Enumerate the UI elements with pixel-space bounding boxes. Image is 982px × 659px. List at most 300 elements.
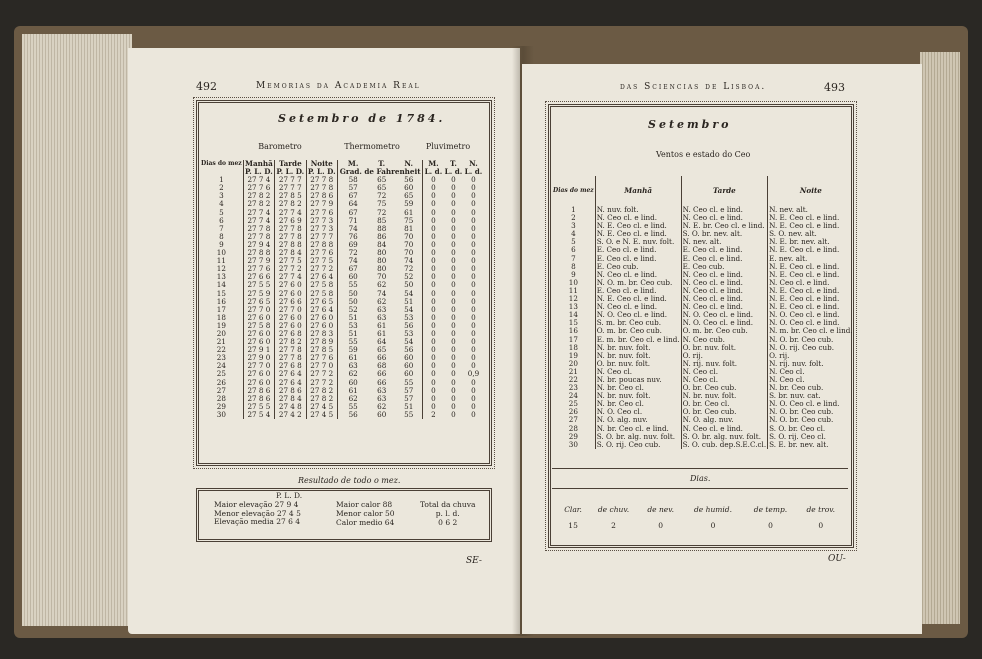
table-row — [200, 411, 484, 419]
temp-night-cell: 60 — [404, 183, 414, 193]
wind-afternoon-cell: N. nev. alt. — [681, 238, 767, 246]
barometer-afternoon-cell: 27 6 9 — [275, 217, 306, 225]
rain-afternoon-cell: 0 — [451, 353, 456, 363]
rain-morning-cell: 0 — [423, 346, 444, 354]
temp-night-cell: 56 — [404, 320, 414, 330]
temp-morning-cell: 57 — [337, 184, 368, 192]
temp-afternoon-cell: 65 — [377, 183, 387, 193]
barometer-night-cell: 27 8 2 — [306, 387, 337, 395]
barometer-night-cell: 27 7 7 — [306, 233, 337, 241]
temp-night-cell: 70 — [404, 248, 414, 258]
rain-morning-cell: 0 — [423, 225, 444, 233]
rain-afternoon-cell: 0 — [451, 175, 456, 185]
day-cell: 6 — [571, 245, 576, 255]
day-cell: 26 — [216, 377, 226, 387]
rain-afternoon-cell: 0 — [451, 337, 456, 347]
wind-afternoon-cell: N. Ceo cl. e lind. — [681, 271, 767, 279]
day-cell: 10 — [568, 277, 578, 287]
table-row — [200, 346, 484, 354]
rain-afternoon-cell: 0 — [451, 248, 456, 258]
rain-morning-cell: 0 — [423, 387, 444, 395]
wind-afternoon-cell: E. Ceo cub. — [681, 263, 767, 271]
day-cell: 24 — [568, 391, 578, 401]
col-pluv-m: M. — [423, 160, 444, 168]
barometer-afternoon-cell: 27 8 2 — [275, 338, 306, 346]
summary-max-heat: Maior calor 88 — [336, 500, 393, 509]
day-cell: 14 — [568, 310, 578, 320]
day-cell: 19 — [216, 320, 226, 330]
wind-night-cell: N. O. Ceo cl. e lind. — [768, 319, 854, 327]
rain-morning-cell: 0 — [423, 354, 444, 362]
unit-fahrenheit: Grad. de Fahrenheit — [337, 168, 423, 176]
barometer-night-cell: 27 7 3 — [306, 225, 337, 233]
temp-afternoon-cell: 80 — [377, 256, 387, 266]
temp-night-cell: 52 — [404, 272, 414, 282]
rain-night-cell: 0 — [471, 191, 476, 201]
temp-morning-cell: 50 — [337, 290, 368, 298]
rain-morning-cell: 2 — [423, 411, 444, 419]
days-header-cell: de nev. — [647, 505, 674, 514]
day-cell: 1 — [219, 175, 224, 185]
wind-afternoon-cell: N. Ceo cl. e lind. — [681, 425, 767, 433]
day-cell: 8 — [571, 261, 576, 271]
barometer-afternoon-cell: 27 6 6 — [275, 298, 306, 306]
table-row — [200, 370, 484, 378]
temp-morning-cell: 69 — [337, 241, 368, 249]
wind-night-cell: S. O. nev. alt. — [768, 230, 854, 238]
temp-morning-cell: 59 — [337, 346, 368, 354]
barometer-night-cell: 27 7 6 — [306, 249, 337, 257]
table-subtitle: Ventos e estado do Ceo — [656, 150, 751, 159]
barometer-afternoon-cell: 27 8 2 — [275, 200, 306, 208]
barometer-morning-cell: 27 7 8 — [243, 233, 274, 241]
barometer-afternoon-cell: 27 7 7 — [275, 184, 306, 192]
barometro-header: Barometro — [258, 142, 302, 151]
day-cell: 8 — [219, 231, 224, 241]
barometer-night-cell: 27 6 0 — [306, 322, 337, 330]
rain-night-cell: 0 — [471, 401, 476, 411]
barometer-thermometer-table — [200, 160, 484, 419]
rain-morning-cell: 0 — [423, 314, 444, 322]
summary-rain-total: 0 6 2 — [438, 517, 458, 527]
barometer-afternoon-cell: 27 7 8 — [275, 225, 306, 233]
temp-afternoon-cell: 62 — [377, 401, 387, 411]
table-row — [200, 273, 484, 281]
barometer-morning-cell: 27 8 6 — [243, 387, 274, 395]
temp-afternoon-cell: 65 — [377, 175, 387, 185]
wind-afternoon-cell: N. O. alg. nuv. — [681, 416, 767, 424]
rain-afternoon-cell: 0 — [451, 304, 456, 314]
barometer-morning-cell: 27 8 8 — [243, 249, 274, 257]
rain-morning-cell: 0 — [423, 403, 444, 411]
day-cell: 22 — [216, 345, 226, 355]
day-cell: 28 — [568, 423, 578, 433]
running-head: das Sciencias de Lisboa. — [620, 82, 767, 92]
rain-afternoon-cell: 0 — [451, 280, 456, 290]
col-noite: Noite — [768, 176, 854, 206]
day-cell: 13 — [568, 302, 578, 312]
temp-night-cell: 60 — [404, 361, 414, 371]
barometer-morning-cell: 27 6 6 — [243, 273, 274, 281]
table-row — [200, 403, 484, 411]
temp-afternoon-cell: 65 — [377, 345, 387, 355]
wind-afternoon-cell: N. Ceo cl. — [681, 376, 767, 384]
summary-mean-elev: Elevação media 27 6 4 — [214, 517, 301, 527]
day-cell: 24 — [216, 361, 226, 371]
day-cell: 11 — [568, 285, 578, 295]
day-cell: 15 — [568, 318, 578, 328]
wind-morning-cell: N. Ceo cl. e lind. — [595, 214, 681, 222]
rain-morning-cell: 0 — [423, 257, 444, 265]
temp-afternoon-cell: 63 — [377, 385, 387, 395]
wind-morning-cell: E. Ceo cl. e lind. — [595, 246, 681, 254]
wind-night-cell: S. O. rij. Ceo cl. — [768, 433, 854, 441]
temp-morning-cell: 55 — [337, 338, 368, 346]
winds-table — [552, 176, 854, 449]
temp-night-cell: 51 — [404, 296, 414, 306]
wind-afternoon-cell: N. Ceo cl. e lind. — [681, 287, 767, 295]
day-cell: 16 — [216, 296, 226, 306]
rain-afternoon-cell: 0 — [451, 409, 456, 419]
day-cell: 18 — [568, 342, 578, 352]
day-cell: 23 — [568, 383, 578, 393]
page-number: 492 — [196, 80, 217, 93]
table-row — [200, 330, 484, 338]
day-cell: 2 — [571, 213, 576, 223]
table-title: Setembro de 1784. — [278, 112, 446, 125]
rain-afternoon-cell: 0 — [451, 183, 456, 193]
wind-morning-cell: S. O. br. alg. nuv. folt. — [595, 433, 681, 441]
temp-afternoon-cell: 80 — [377, 264, 387, 274]
day-cell: 27 — [216, 385, 226, 395]
temp-afternoon-cell: 63 — [377, 393, 387, 403]
barometer-morning-cell: 27 7 6 — [243, 184, 274, 192]
temp-night-cell: 60 — [404, 353, 414, 363]
summary-pld: P. L. D. — [276, 491, 303, 500]
table-row — [200, 306, 484, 314]
barometer-afternoon-cell: 27 7 7 — [275, 176, 306, 184]
day-cell: 25 — [216, 369, 226, 379]
barometer-afternoon-cell: 27 6 0 — [275, 290, 306, 298]
table-row — [200, 257, 484, 265]
barometer-morning-cell: 27 9 1 — [243, 346, 274, 354]
rain-afternoon-cell: 0 — [451, 401, 456, 411]
rain-morning-cell: 0 — [423, 322, 444, 330]
temp-morning-cell: 55 — [337, 403, 368, 411]
table-row — [200, 265, 484, 273]
wind-morning-cell: N. Ceo cl. e lind. — [595, 271, 681, 279]
barometer-night-cell: 27 7 8 — [306, 184, 337, 192]
wind-afternoon-cell: O. rij. — [681, 352, 767, 360]
wind-afternoon-cell: N. E. br. Ceo cl. e lind. — [681, 222, 767, 230]
rain-night-cell: 0 — [471, 272, 476, 282]
wind-night-cell: O. rij. — [768, 352, 854, 360]
table-row — [200, 233, 484, 241]
temp-afternoon-cell: 72 — [377, 191, 387, 201]
temp-night-cell: 61 — [404, 207, 414, 217]
temp-afternoon-cell: 62 — [377, 296, 387, 306]
barometer-morning-cell: 27 7 9 — [243, 257, 274, 265]
rain-night-cell: 0 — [471, 312, 476, 322]
rain-afternoon-cell: 0 — [451, 312, 456, 322]
rain-night-cell: 0 — [471, 328, 476, 338]
barometer-afternoon-cell: 27 7 8 — [275, 354, 306, 362]
day-cell: 30 — [216, 409, 226, 419]
wind-night-cell: N. E. Ceo cl. e lind. — [768, 287, 854, 295]
temp-afternoon-cell: 72 — [377, 207, 387, 217]
rain-night-cell: 0 — [471, 393, 476, 403]
barometer-morning-cell: 27 6 0 — [243, 314, 274, 322]
temp-morning-cell: 72 — [337, 249, 368, 257]
day-cell: 16 — [568, 326, 578, 336]
wind-afternoon-cell: E. Ceo cl. e lind. — [681, 246, 767, 254]
temp-morning-cell: 67 — [337, 265, 368, 273]
rain-morning-cell: 0 — [423, 395, 444, 403]
temp-morning-cell: 76 — [337, 233, 368, 241]
barometer-morning-cell: 27 7 4 — [243, 217, 274, 225]
rain-morning-cell: 0 — [423, 192, 444, 200]
wind-afternoon-cell: N. Ceo cl. — [681, 368, 767, 376]
dias-label: Dias. — [690, 474, 711, 483]
col-pluv-n: N. — [469, 159, 478, 168]
day-cell: 30 — [568, 439, 578, 449]
col-pluv-t: T. — [449, 159, 457, 168]
barometer-afternoon-cell: 27 7 8 — [275, 346, 306, 354]
pluvimetro-header: Pluvimetro — [425, 142, 471, 151]
col-manha: Manhã — [595, 176, 681, 206]
wind-morning-cell: E. Ceo cl. e lind. — [595, 287, 681, 295]
wind-afternoon-cell: O. br. Ceo cub. — [681, 384, 767, 392]
col-manha: Manhã — [245, 159, 273, 168]
temp-afternoon-cell: 61 — [377, 328, 387, 338]
wind-afternoon-cell: E. Ceo cl. e lind. — [681, 255, 767, 263]
summary-calor — [336, 501, 395, 527]
day-cell: 29 — [216, 401, 226, 411]
table-row — [200, 290, 484, 298]
barometer-night-cell: 27 4 5 — [306, 411, 337, 419]
barometer-morning-cell: 27 6 5 — [243, 298, 274, 306]
temp-night-cell: 81 — [404, 223, 414, 233]
wind-afternoon-cell: S. O. br. alg. nuv. folt. — [681, 433, 767, 441]
temp-night-cell: 54 — [404, 337, 414, 347]
wind-night-cell: N. O. br. Ceo cub. — [768, 416, 854, 424]
rain-night-cell: 0 — [471, 183, 476, 193]
rain-morning-cell: 0 — [423, 306, 444, 314]
rain-afternoon-cell: 0 — [451, 207, 456, 217]
wind-morning-cell: E. m. br. Ceo cl. e lind. — [596, 334, 680, 344]
day-cell: 1 — [571, 205, 576, 214]
temp-night-cell: 57 — [404, 385, 414, 395]
days-header-cell: de trov. — [806, 505, 835, 514]
rain-afternoon-cell: 0 — [451, 296, 456, 306]
barometer-night-cell: 27 8 3 — [306, 330, 337, 338]
rain-afternoon-cell: 0 — [451, 345, 456, 355]
temp-night-cell: 72 — [404, 264, 414, 274]
wind-morning-cell: N. E. Ceo cl. e lind. — [595, 222, 681, 230]
temp-afternoon-cell: 64 — [377, 337, 387, 347]
temp-morning-cell: 56 — [337, 411, 368, 419]
wind-night-cell: N. Ceo cl. — [768, 376, 854, 384]
rain-morning-cell: 0 — [423, 265, 444, 273]
barometer-morning-cell: 27 7 0 — [243, 306, 274, 314]
summary-barometro — [214, 492, 302, 527]
barometer-afternoon-cell: 27 8 4 — [275, 395, 306, 403]
left-page — [128, 48, 520, 634]
rain-night-cell: 0 — [471, 385, 476, 395]
barometer-afternoon-cell: 27 4 2 — [275, 411, 306, 419]
barometer-night-cell: 27 7 8 — [306, 176, 337, 184]
day-cell: 7 — [219, 223, 224, 233]
day-cell: 15 — [216, 288, 226, 298]
rain-morning-cell: 0 — [423, 249, 444, 257]
barometer-morning-cell: 27 6 0 — [243, 379, 274, 387]
rain-night-cell: 0 — [471, 377, 476, 387]
wind-night-cell: N. m. br. Ceo cl. e lind. — [769, 326, 853, 336]
barometer-night-cell: 27 7 0 — [306, 362, 337, 370]
wind-night-cell: N. E. Ceo cl. e lind. — [768, 295, 854, 303]
rain-morning-cell: 0 — [423, 281, 444, 289]
temp-afternoon-cell: 61 — [377, 320, 387, 330]
rain-night-cell: 0 — [471, 256, 476, 266]
temp-night-cell: 54 — [404, 304, 414, 314]
table-row — [200, 192, 484, 200]
summary-mean-heat: Calor medio 64 — [336, 517, 395, 527]
catchword: SE- — [466, 556, 482, 566]
day-cell: 9 — [219, 239, 224, 249]
wind-morning-cell: E. Ceo cub. — [595, 263, 681, 271]
wind-night-cell: N. Ceo cl. e lind. — [768, 279, 854, 287]
wind-morning-cell: N. O. Ceo cl. e lind. — [595, 311, 681, 319]
table-row — [200, 176, 484, 184]
temp-morning-cell: 64 — [337, 200, 368, 208]
day-cell: 6 — [219, 215, 224, 225]
table-row — [200, 200, 484, 208]
rain-morning-cell: 0 — [423, 233, 444, 241]
day-cell: 13 — [216, 272, 226, 282]
wind-afternoon-cell: O. br. nuv. folt. — [681, 344, 767, 352]
day-cell: 9 — [571, 269, 576, 279]
wind-night-cell: S. br. nuv. cat. — [768, 392, 854, 400]
right-page — [522, 64, 922, 634]
wind-morning-cell: N. O. m. br. Ceo cub. — [595, 279, 681, 287]
barometer-night-cell: 27 8 8 — [306, 241, 337, 249]
wind-morning-cell: S. m. br. Ceo cub. — [595, 319, 681, 327]
wind-night-cell: N. E. Ceo cl. e lind. — [768, 246, 854, 254]
rain-night-cell: 0,9 — [467, 369, 480, 379]
temp-night-cell: 60 — [404, 369, 414, 379]
day-cell: 19 — [568, 350, 578, 360]
table-row — [200, 362, 484, 370]
rain-afternoon-cell: 0 — [451, 199, 456, 209]
wind-morning-cell: N. nuv. folt. — [595, 206, 681, 214]
wind-afternoon-cell: N. br. nuv. folt. — [681, 392, 767, 400]
barometer-morning-cell: 27 7 0 — [243, 362, 274, 370]
barometer-night-cell: 27 7 3 — [306, 217, 337, 225]
barometer-night-cell: 27 6 4 — [306, 306, 337, 314]
temp-afternoon-cell: 70 — [377, 272, 387, 282]
wind-morning-cell: S. O. e N. E. nuv. folt. — [595, 238, 681, 246]
wind-morning-cell: N. Ceo cl. e lind. — [595, 303, 681, 311]
wind-morning-cell: N. O. alg. nuv. — [595, 416, 681, 424]
table-row — [200, 338, 484, 346]
wind-afternoon-cell: N. Ceo cl. e lind. — [681, 303, 767, 311]
barometer-afternoon-cell: 27 7 0 — [275, 306, 306, 314]
col-therm-n: N. — [404, 159, 414, 168]
wind-morning-cell: N. E. Ceo cl. e lind. — [595, 230, 681, 238]
thermometro-header: Thermometro — [344, 142, 400, 151]
temp-morning-cell: 71 — [337, 217, 368, 225]
temp-afternoon-cell: 68 — [377, 361, 387, 371]
table-row — [200, 354, 484, 362]
rain-night-cell: 0 — [471, 337, 476, 347]
page-edges-left — [22, 34, 132, 626]
wind-afternoon-cell: N. O. Ceo cl. e lind. — [681, 319, 767, 327]
wind-morning-cell: N. br. nuv. folt. — [595, 392, 681, 400]
summary-rain-units: p. l. d. — [435, 508, 460, 518]
barometer-afternoon-cell: 27 6 4 — [275, 379, 306, 387]
wind-afternoon-cell: N. Ceo cl. e lind. — [681, 295, 767, 303]
temp-night-cell: 59 — [404, 199, 414, 209]
table-row — [200, 395, 484, 403]
day-cell: 20 — [216, 328, 226, 338]
day-cell: 10 — [216, 248, 226, 258]
rain-morning-cell: 0 — [423, 370, 444, 378]
day-cell: 17 — [216, 304, 226, 314]
wind-night-cell: S. E. br. nev. alt. — [768, 441, 854, 449]
rain-afternoon-cell: 0 — [451, 239, 456, 249]
day-cell: 3 — [219, 191, 224, 201]
rain-afternoon-cell: 0 — [451, 361, 456, 371]
rain-afternoon-cell: 0 — [451, 272, 456, 282]
barometer-afternoon-cell: 27 7 5 — [275, 257, 306, 265]
divider — [552, 488, 848, 489]
temp-morning-cell: 67 — [337, 209, 368, 217]
temp-afternoon-cell: 88 — [377, 223, 387, 233]
temp-afternoon-cell: 86 — [377, 231, 387, 241]
rain-afternoon-cell: 0 — [451, 191, 456, 201]
rain-night-cell: 0 — [471, 320, 476, 330]
barometer-night-cell: 27 8 2 — [306, 395, 337, 403]
barometer-night-cell: 27 4 5 — [306, 403, 337, 411]
rain-night-cell: 0 — [471, 199, 476, 209]
wind-afternoon-cell: O. br. Ceo cub. — [681, 408, 767, 416]
wind-afternoon-cell: N. Ceo cl. e lind. — [681, 279, 767, 287]
temp-night-cell: 55 — [404, 377, 414, 387]
temp-night-cell: 56 — [404, 345, 414, 355]
wind-night-cell: N. E. Ceo cl. e lind. — [768, 271, 854, 279]
wind-night-cell: N. O. Ceo cl. e lind. — [768, 400, 854, 408]
temp-night-cell: 50 — [404, 280, 414, 290]
day-cell: 14 — [216, 280, 226, 290]
summary-min-elev: Menor elevação 27 4 5 — [214, 508, 301, 518]
days-header-cell: de temp. — [753, 505, 788, 514]
barometer-afternoon-cell: 27 6 8 — [275, 362, 306, 370]
temp-morning-cell: 74 — [337, 257, 368, 265]
rain-night-cell: 0 — [471, 280, 476, 290]
rain-morning-cell: 0 — [423, 290, 444, 298]
barometer-night-cell: 27 8 9 — [306, 338, 337, 346]
day-cell: 27 — [568, 415, 578, 425]
rain-night-cell: 0 — [471, 361, 476, 371]
wind-morning-cell: N. br. poucas nuv. — [595, 376, 681, 384]
rain-afternoon-cell: 0 — [451, 369, 456, 379]
wind-morning-cell: N. br. nuv. folt. — [595, 344, 681, 352]
unit-ld: L. d. — [424, 167, 443, 177]
day-cell: 23 — [216, 353, 226, 363]
rain-afternoon-cell: 0 — [451, 328, 456, 338]
temp-night-cell: 55 — [404, 409, 414, 419]
barometer-morning-cell: 27 8 2 — [243, 200, 274, 208]
